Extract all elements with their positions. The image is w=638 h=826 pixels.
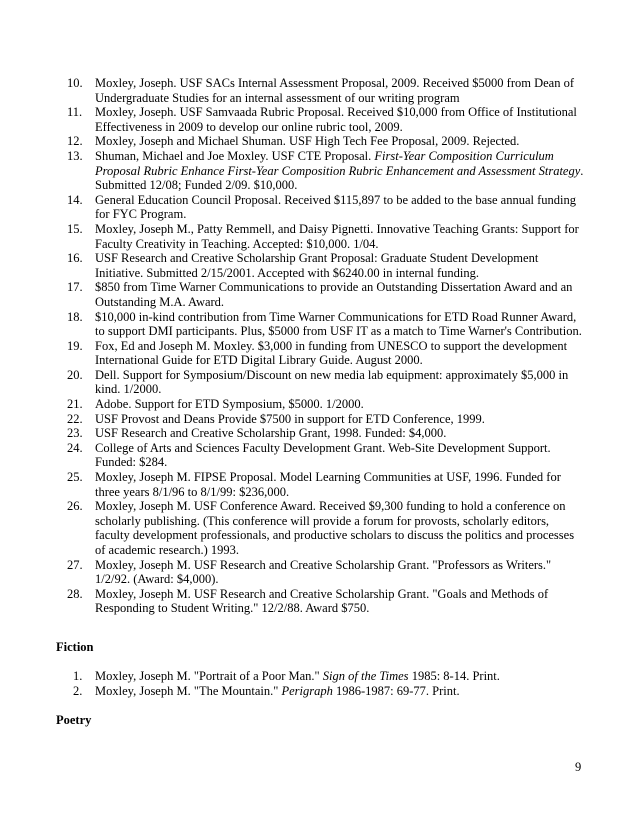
item-text: Moxley, Joseph. USF Samvaada Rubric Proposal. Received $10,000 from Office of Institutional Effectiveness in 2009 to develop our online rubric tool, 2009. [95,105,577,134]
list-item [56,310,586,339]
list-item [56,149,586,193]
item-text-pre: Moxley, Joseph M. "Portrait of a Poor Man." [95,669,323,683]
item-title-italic: Perigraph [281,683,333,698]
item-text: Moxley, Joseph M. USF Research and Creative Scholarship Grant. "Professors as Writers." 1/2/92. (Award: $4,000). [95,557,552,587]
item-number: 21. [67,397,83,412]
list-item [56,251,586,280]
grants-list [56,76,586,616]
item-text: Moxley, Joseph M., Patty Remmell, and Daisy Pignetti. Innovative Teaching Grants: Support for Faculty Creativity in Teaching. Accepted: $10,000. 1/04. [95,221,579,251]
list-item [56,684,586,699]
item-number: 28. [67,586,83,601]
item-text: Moxley, Joseph M. FIPSE Proposal. Model Learning Communities at USF, 1996. Funded for three years 8/1/96 to 8/1/99: $236,000. [95,470,561,499]
item-text-pre: Moxley, Joseph M. "The Mountain." [95,683,282,698]
list-item [56,280,586,309]
item-text: $10,000 in-kind contribution from Time Warner Communications for ETD Road Runner Award, to support DMI participants. Plus, $5000 from USF IT as a match to Time Warner's Contribution. [95,309,582,339]
item-number: 12. [67,134,83,149]
list-item [56,222,586,251]
list-item [56,105,586,134]
item-text [95,669,500,683]
page-number: 9 [575,760,582,774]
item-text: General Education Council Proposal. Received $115,897 to be added to the base annual funding for FYC Program. [95,192,577,222]
fiction-heading: Fiction [56,640,94,654]
item-text: Dell. Support for Symposium/Discount on new media lab equipment: approximately $5,000 in kind. 1/2000. [95,367,569,397]
item-number: 23. [67,426,83,441]
item-text-post: 1986-1987: 69-77. Print. [332,683,460,698]
item-number: 24. [67,440,83,455]
item-number: 26. [67,499,83,514]
list-item [56,134,586,149]
list-item [56,499,586,557]
list-item [56,441,586,470]
list-item [56,412,586,427]
item-number: 18. [67,309,83,324]
item-text: USF Research and Creative Scholarship Grant, 1998. Funded: $4,000. [95,426,447,441]
item-text: Moxley, Joseph M. USF Conference Award. Received $9,300 funding to hold a conference on scholarly publishing. (This conference will provide a forum for provosts, scholarly editors, faculty development professionals, and productive scholars to discuss the politics and processes of academic research.) 1993. [95,499,575,557]
list-item [56,558,586,587]
list-item [56,76,586,105]
item-title-italic: First-Year Composition Curriculum Proposal Rubric Enhance First-Year Composition Rubric Enhancement and Assessment Strategy [95,148,581,178]
item-number: 1. [73,669,83,683]
item-text-post: . Submitted 12/08; Funded 2/09. $10,000. [95,163,584,193]
item-number: 11. [67,105,83,120]
item-text: Fox, Ed and Joseph M. Moxley. $3,000 in funding from UNESCO to support the development International Guide for ETD Digital Library Guide. August 2000. [95,338,568,368]
list-item [56,397,586,412]
item-number: 2. [73,683,83,698]
list-item [56,470,586,499]
item-text: USF Research and Creative Scholarship Grant Proposal: Graduate Student Development Initiative. Submitted 2/15/2001. Accepted with $6240.00 in internal funding. [95,251,539,280]
item-title-italic: Sign of the Times [322,669,409,683]
item-text-post: 1985: 8-14. Print. [408,669,500,683]
item-text: USF Provost and Deans Provide $7500 in support for ETD Conference, 1999. [95,411,485,426]
item-text: $850 from Time Warner Communications to provide an Outstanding Dissertation Award and an Outstanding M.A. Award. [95,280,573,309]
list-item [56,339,586,368]
list-item [56,669,586,684]
item-text: Moxley, Joseph. USF SACs Internal Assessment Proposal, 2009. Received $5000 from Dean of Undergraduate Studies for an internal assessment of our writing program [95,76,575,105]
item-text: Adobe. Support for ETD Symposium, $5000. 1/2000. [95,397,364,412]
item-number: 22. [67,411,83,426]
list-item [56,426,586,441]
item-text: Moxley, Joseph and Michael Shuman. USF High Tech Fee Proposal, 2009. Rejected. [95,134,520,149]
item-text: College of Arts and Sciences Faculty Development Grant. Web-Site Development Support. Funded: $284. [95,440,551,470]
item-number: 19. [67,338,83,353]
item-text-pre: Shuman, Michael and Joe Moxley. USF CTE Proposal. [95,148,375,163]
list-item [56,193,586,222]
list-item [56,368,586,397]
list-item [56,587,586,616]
fiction-list [56,669,586,698]
item-number: 16. [67,251,83,266]
item-number: 10. [67,76,83,90]
item-text: Moxley, Joseph M. USF Research and Creative Scholarship Grant. "Goals and Methods of Responding to Student Writing." 12/2/88. Award $750. [95,586,549,616]
item-number: 25. [67,470,83,485]
item-number: 14. [67,192,83,207]
item-text [95,684,460,698]
poetry-heading: Poetry [56,713,92,727]
item-text [95,149,583,192]
item-number: 20. [67,367,83,382]
item-number: 27. [67,557,83,572]
item-number: 15. [67,221,83,236]
item-number: 13. [67,148,83,163]
item-number: 17. [67,280,83,295]
